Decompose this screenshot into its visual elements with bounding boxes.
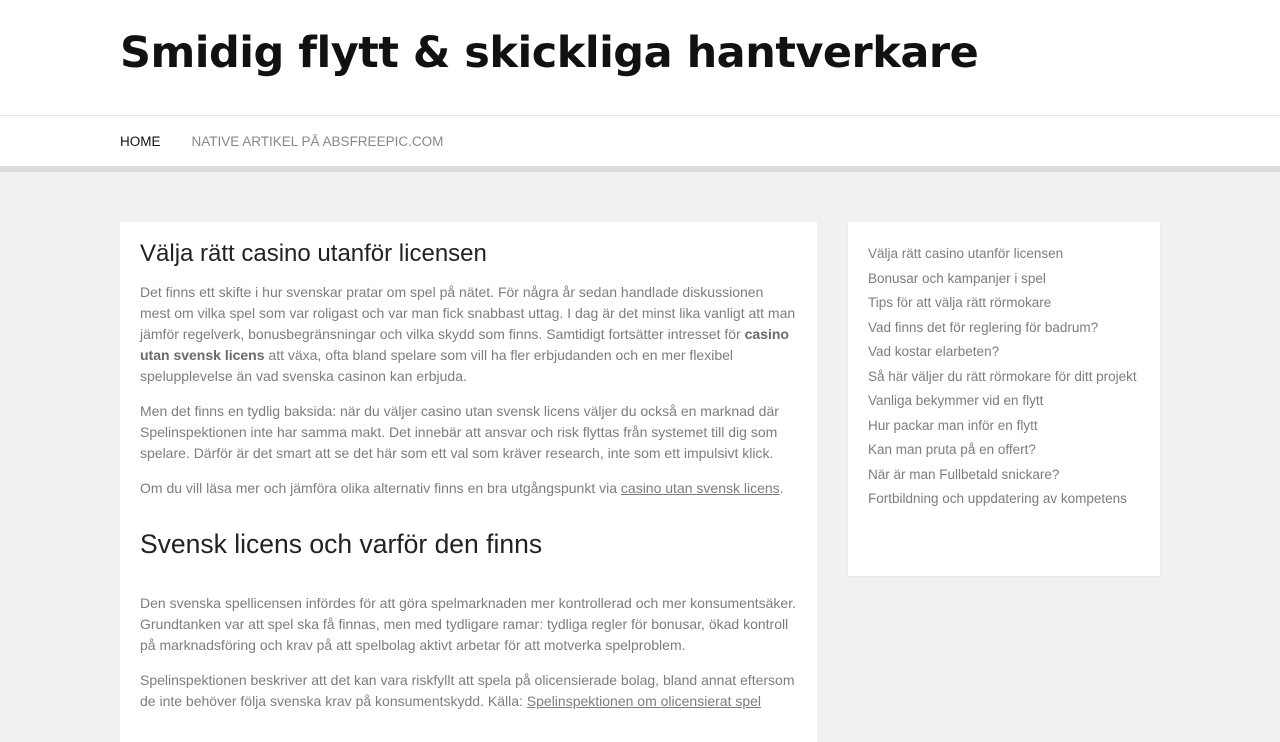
spelinspektionen-link[interactable]: Spelinspektionen om olicensierat spel [526,693,762,709]
section-heading: Svensk licens och varför den finns [140,529,543,559]
sidebar-link-bonusar[interactable]: Bonusar och kampanjer i spel [868,270,1046,286]
paragraph-text: Spelinspektionen beskriver att det kan vara riskfyllt att spela på olicensierade bolag, bland annat eftersom de inte behöver följa svenska krav på konsumentskydd. Källa: [140,672,795,709]
article-title: Välja rätt casino utanför licensen [140,240,487,267]
main-nav [0,115,1280,172]
sidebar-link-reglering-badrum[interactable]: Vad finns det för reglering för badrum? [868,319,1099,335]
article-card [120,222,817,742]
site-title[interactable]: Smidig flytt & skickliga hantverkare [120,28,979,78]
article-paragraph-1 [140,282,797,387]
nav-item-native-artikel[interactable]: NATIVE ARTIKEL PÅ ABSFREEPIC.COM [191,133,444,149]
paragraph-text: Om du vill läsa mer och jämföra olika alternativ finns en bra utgångspunkt via [140,480,621,496]
article-paragraph-2: Men det finns en tydlig baksida: när du väljer casino utan svensk licens väljer du också en marknad där Spelinspektionen inte har samma makt. Det innebär att ansvar och risk flyttas från systemet till dig som spelare. Därför är det smart att se det här som ett val som kräver research, inte som ett impulsivt klick. [140,403,779,461]
sidebar-link-valja-rormokare-projekt[interactable]: Så här väljer du rätt rörmokare för ditt projekt [868,368,1137,384]
sidebar-link-fortbildning[interactable]: Fortbildning och uppdatering av kompetens [868,491,1127,506]
recent-posts-list [868,242,1140,512]
paragraph-text: . [779,480,784,496]
site-header [0,0,1280,115]
article-paragraph-3 [140,478,797,499]
paragraph-text: Det finns ett skifte i hur svenskar pratar om spel på nätet. För några år sedan handlade diskussionen mest om vilka spel som var roligast och var man fick snabbast uttag. I dag är det minst lika vanligt att man jämför regelverk, bonusbegränsningar och vilka skydd som finns. Samtidigt fortsätter intresset för [140,284,796,342]
bold-keyword: casino utan svensk licens [140,326,789,363]
article-paragraph-4: Den svenska spellicensen infördes för att göra spelmarknaden mer kontrollerad och mer konsumentsäker. Grundtanken var att spel ska få finnas, men med tydligare ramar: tydliga regler för bonusar, ökad kontroll på marknadsföring och krav på att spelbolag aktivt arbetar för att motverka spelproblem. [140,595,796,653]
paragraph-text: att växa, ofta bland spelare som vill ha fler erbjudanden och en mer flexibel spelupplevelse än vad svenska casinon kan erbjuda. [140,347,734,384]
sidebar-link-tips-rormokare[interactable]: Tips för att välja rätt rörmokare [868,295,1052,310]
sidebar-link-packa-flytt[interactable]: Hur packar man inför en flytt [868,417,1038,433]
casino-link[interactable]: casino utan svensk licens [620,480,780,496]
sidebar-link-elarbeten[interactable]: Vad kostar elarbeten? [868,344,1000,359]
nav-item-home[interactable]: HOME [120,133,161,149]
nav-list [120,116,474,166]
sidebar-link-bekymmer-flytt[interactable]: Vanliga bekymmer vid en flytt [868,393,1044,408]
article-paragraph-5 [140,670,797,712]
sidebar-link-pruta-offert[interactable]: Kan man pruta på en offert? [868,442,1036,457]
sidebar [848,222,1160,576]
sidebar-link-valja-ratt-casino[interactable]: Välja rätt casino utanför licensen [868,246,1064,261]
sidebar-link-fullbetald-snickare[interactable]: När är man Fullbetald snickare? [868,466,1060,482]
